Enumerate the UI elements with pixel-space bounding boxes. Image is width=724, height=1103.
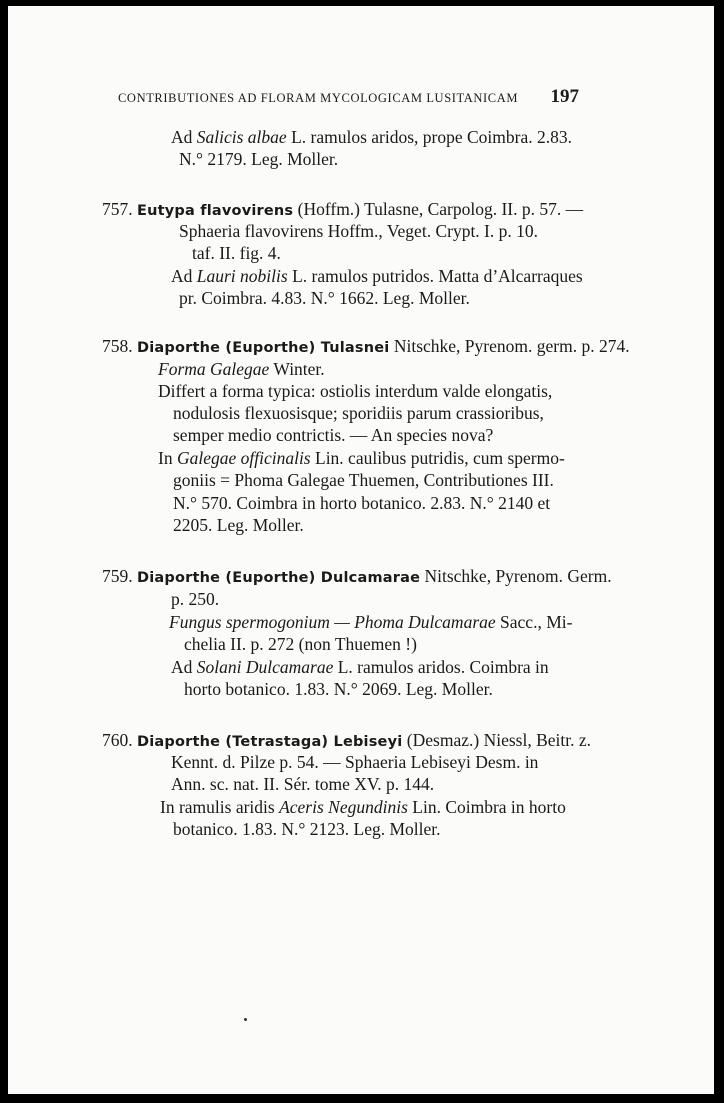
entry-759-line: Fungus spermogonium — Phoma Dulcamarae Sacc., Mi- — [169, 612, 573, 632]
carryover-line: Ad Salicis albae L. ramulos aridos, prope Coimbra. 2.83. — [171, 127, 572, 147]
entry-759-line: chelia II. p. 272 (non Thuemen !) — [184, 634, 417, 654]
entry-757-line: Sphaeria flavovirens Hoffm., Veget. Crypt. I. p. 10. — [179, 221, 539, 241]
print-speck — [244, 1018, 247, 1021]
entry-758-line: N.° 570. Coimbra in horto botanico. 2.83. N.° 2140 et — [173, 493, 551, 513]
entry-760-line: Kennt. d. Pilze p. 54. — Sphaeria Lebiseyi Desm. in — [171, 752, 539, 772]
entry-757-heading: 757. Eutypa flavovirens (Hoffm.) Tulasne, Carpolog. II. p. 57. — — [102, 199, 584, 219]
entry-760-line: botanico. 1.83. N.° 2123. Leg. Moller. — [173, 819, 441, 839]
entry-758-line: nodulosis flexuosisque; sporidiis parum crassioribus, — [173, 403, 544, 423]
entry-758-line: In Galegae officinalis Lin. caulibus putridis, cum spermo- — [158, 448, 565, 468]
entry-760-line: Ann. sc. nat. II. Sér. tome XV. p. 144. — [171, 774, 435, 794]
book-page — [8, 6, 714, 1094]
entry-758-line: Differt a forma typica: ostiolis interdum valde elongatis, — [158, 381, 553, 401]
entry-758-forma: Forma Galegae Winter. — [158, 359, 325, 379]
entry-757-line: taf. II. fig. 4. — [192, 243, 281, 263]
entry-759-line: Ad Solani Dulcamarae L. ramulos aridos. Coimbra in — [171, 657, 549, 677]
carryover-line: N.° 2179. Leg. Moller. — [179, 149, 339, 169]
entry-760-heading: 760. Diaporthe (Tetrastaga) Lebiseyi (Desmaz.) Niessl, Beitr. z. — [102, 730, 591, 750]
entry-760-line: In ramulis aridis Aceris Negundinis Lin. Coimbra in horto — [160, 797, 566, 817]
entry-759-heading: 759. Diaporthe (Euporthe) Dulcamarae Nitschke, Pyrenom. Germ. — [102, 566, 612, 586]
entry-758-heading: 758. Diaporthe (Euporthe) Tulasnei Nitschke, Pyrenom. germ. p. 274. — [102, 336, 630, 356]
page-number: 197 — [550, 86, 579, 107]
entry-759-line: p. 250. — [171, 589, 220, 609]
entry-759-line: horto botanico. 1.83. N.° 2069. Leg. Moller. — [184, 679, 493, 699]
page-header — [118, 86, 579, 108]
running-head: CONTRIBUTIONES AD FLORAM MYCOLOGICAM LUSITANICAM — [118, 91, 519, 105]
entry-757-line: pr. Coimbra. 4.83. N.° 1662. Leg. Moller. — [179, 288, 470, 308]
entry-758-line: goniis = Phoma Galegae Thuemen, Contributiones III. — [173, 470, 554, 490]
entry-758-line: 2205. Leg. Moller. — [173, 515, 304, 535]
entry-757-line: Ad Lauri nobilis L. ramulos putridos. Matta d’Alcarraques — [171, 266, 583, 286]
entry-758-line: semper medio contrictis. — An species nova? — [173, 425, 494, 445]
